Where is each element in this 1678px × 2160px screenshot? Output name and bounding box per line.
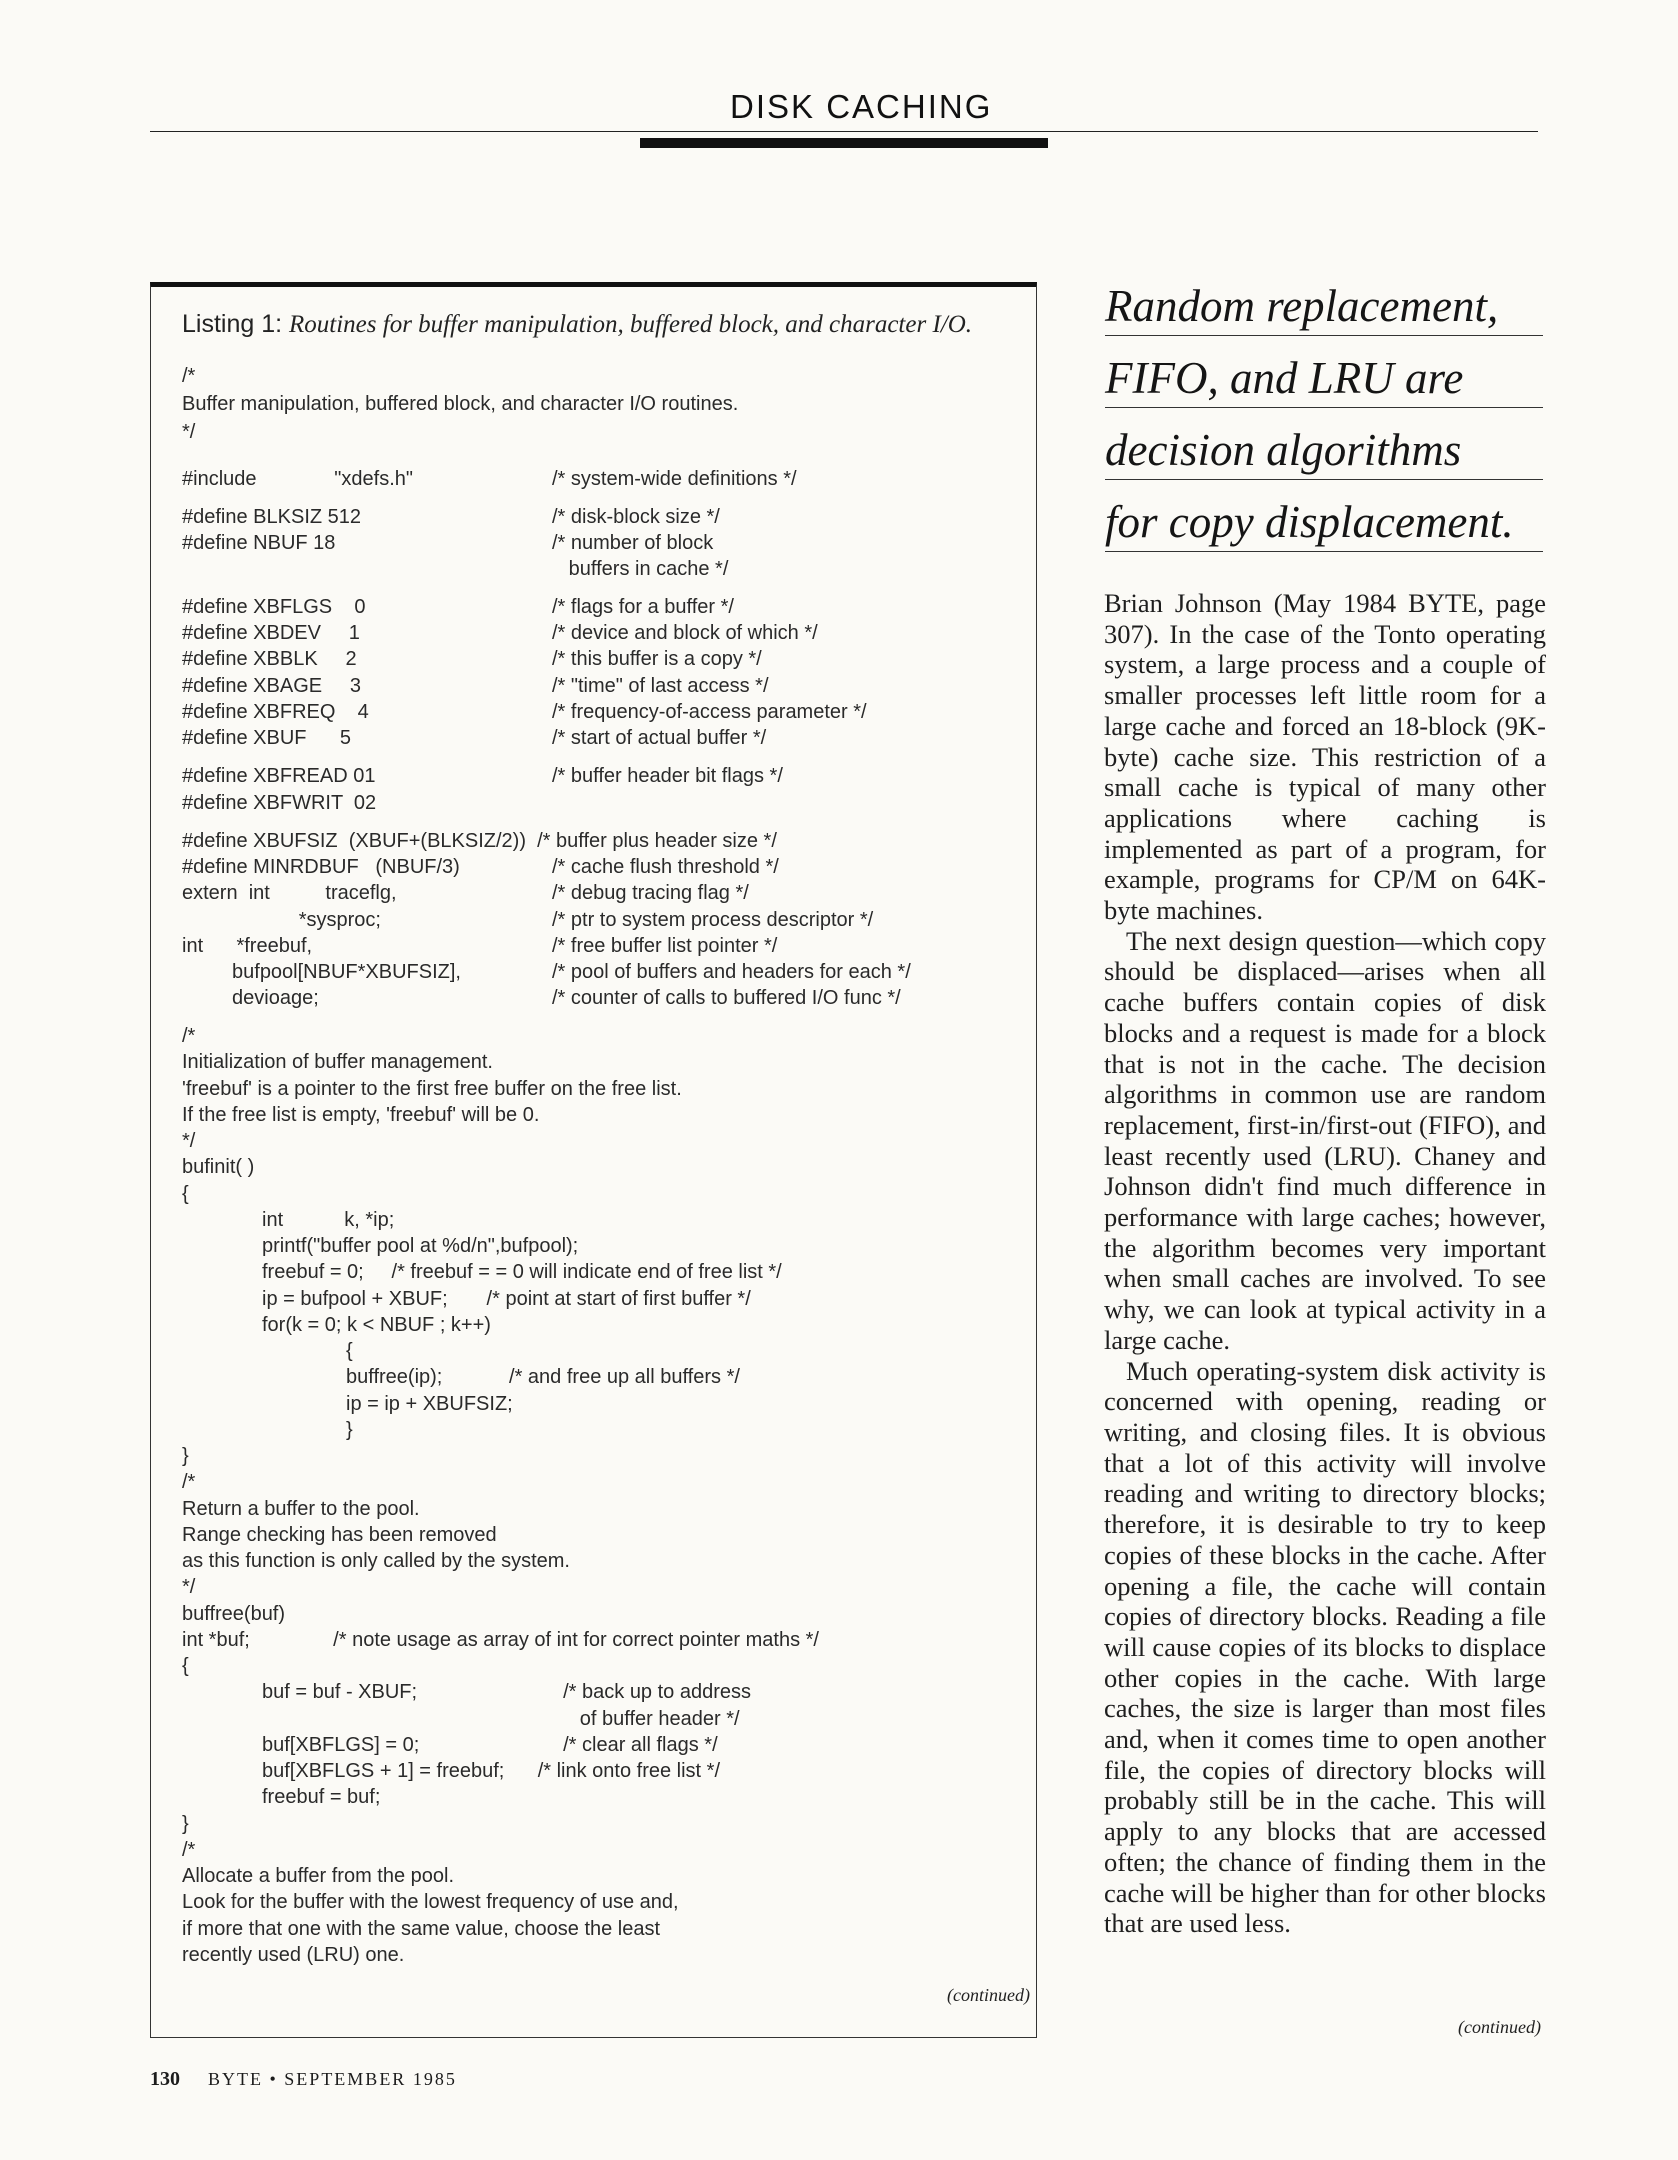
code-line: */	[182, 1576, 196, 1598]
code-comment: /* cache flush threshold */	[552, 856, 779, 878]
code-line: devioage;	[182, 987, 319, 1009]
code-line: */	[182, 421, 196, 443]
code-line: #define MINRDBUF (NBUF/3)	[182, 856, 460, 878]
code-line: #define XBUFSIZ (XBUF+(BLKSIZ/2)) /* buffer plus header size */	[182, 830, 777, 852]
code-line: Return a buffer to the pool.	[182, 1498, 420, 1520]
code-line: freebuf = buf;	[262, 1786, 381, 1808]
code-comment: /* counter of calls to buffered I/O func */	[552, 987, 901, 1009]
code-line: as this function is only called by the system.	[182, 1550, 570, 1572]
section-title: DISK CACHING	[730, 88, 993, 125]
code-line: bufpool[NBUF*XBUFSIZ],	[182, 961, 461, 983]
code-line: /*	[182, 1839, 196, 1861]
code-comment: /* "time" of last access */	[552, 675, 769, 697]
code-line: #define XBFLGS 0	[182, 596, 366, 618]
listing-caption	[182, 310, 972, 339]
code-line: #include "xdefs.h"	[182, 468, 413, 490]
code-line: buf = buf - XBUF;	[262, 1681, 418, 1703]
code-line: #define XBDEV 1	[182, 622, 360, 644]
code-line: #define XBFREAD 01	[182, 765, 376, 787]
code-line: #define XBAGE 3	[182, 675, 361, 697]
code-line: ip = ip + XBUFSIZ;	[346, 1393, 513, 1415]
pull-quote-line: for copy displacement.	[1105, 492, 1543, 552]
code-comment: /* buffer header bit flags */	[552, 765, 783, 787]
code-comment: /* back up to address	[552, 1681, 752, 1703]
code-comment: /* device and block of which */	[552, 622, 818, 644]
code-line: */	[182, 1130, 196, 1152]
code-line: extern int traceflg,	[182, 882, 397, 904]
code-line: {	[182, 1655, 189, 1677]
article-body	[1104, 588, 1546, 1939]
code-line: #define XBFWRIT 02	[182, 792, 377, 814]
pull-quote-line: Random replacement,	[1105, 276, 1543, 336]
code-line: If the free list is empty, 'freebuf' will be 0.	[182, 1104, 540, 1126]
code-comment: of buffer header */	[552, 1708, 740, 1730]
code-line: freebuf = 0; /* freebuf = = 0 will indicate end of free list */	[262, 1261, 782, 1283]
code-line: int *buf; /* note usage as array of int for correct pointer maths */	[182, 1629, 819, 1651]
pull-quote-line: decision algorithms	[1105, 420, 1543, 480]
code-line: int k, *ip;	[262, 1209, 395, 1231]
code-comment: /* this buffer is a copy */	[552, 648, 762, 670]
code-line: #define XBBLK 2	[182, 648, 357, 670]
code-line: for(k = 0; k < NBUF ; k++)	[262, 1314, 491, 1336]
code-line: /*	[182, 365, 196, 387]
code-line: #define NBUF 18	[182, 532, 336, 554]
code-line: buf[XBFLGS] = 0;	[262, 1734, 420, 1756]
code-line: #define XBUF 5	[182, 727, 351, 749]
publication-line: BYTE • SEPTEMBER 1985	[208, 2069, 457, 2089]
pull-quote-line: FIFO, and LRU are	[1105, 348, 1543, 408]
code-comment: /* disk-block size */	[552, 506, 720, 528]
code-line: Initialization of buffer management.	[182, 1051, 493, 1073]
code-line: ip = bufpool + XBUF; /* point at start of first buffer */	[262, 1288, 751, 1310]
code-comment: /* free buffer list pointer */	[552, 935, 778, 957]
code-line: int *freebuf,	[182, 935, 313, 957]
code-line: }	[182, 1813, 189, 1835]
code-line: {	[182, 1183, 189, 1205]
code-line: recently used (LRU) one.	[182, 1944, 405, 1966]
code-line: if more that one with the same value, choose the least	[182, 1918, 661, 1940]
code-comment: /* system-wide definitions */	[552, 468, 797, 490]
listing-title: Routines for buffer manipulation, buffered block, and character I/O.	[289, 311, 973, 338]
code-comment: /* flags for a buffer */	[552, 596, 734, 618]
listing-label: Listing 1:	[182, 310, 283, 338]
code-line: buffree(buf)	[182, 1603, 286, 1625]
code-line: printf("buffer pool at %d/n",bufpool);	[262, 1235, 579, 1257]
header-rule	[150, 131, 1538, 132]
header-bar	[640, 138, 1048, 148]
code-line: }	[346, 1419, 353, 1441]
code-line: }	[182, 1445, 189, 1467]
code-comment: /* frequency-of-access parameter */	[552, 701, 867, 723]
code-comment: /* start of actual buffer */	[552, 727, 767, 749]
page-number: 130	[150, 2068, 180, 2090]
code-comment: buffers in cache */	[552, 558, 729, 580]
code-line: /*	[182, 1471, 196, 1493]
code-comment: /* pool of buffers and headers for each */	[552, 961, 911, 983]
code-line: buf[XBFLGS + 1] = freebuf; /* link onto free list */	[262, 1760, 721, 1782]
code-line: #define BLKSIZ 512	[182, 506, 362, 528]
listing-continued: (continued)	[947, 1985, 1030, 2005]
code-comment: /* clear all flags */	[552, 1734, 718, 1756]
code-line: Range checking has been removed	[182, 1524, 497, 1546]
code-line: #define XBFREQ 4	[182, 701, 369, 723]
article-continued: (continued)	[1458, 2017, 1541, 2037]
code-comment: /* ptr to system process descriptor */	[552, 909, 874, 931]
code-line: /*	[182, 1025, 196, 1047]
code-line: bufinit( )	[182, 1156, 255, 1178]
code-line: 'freebuf' is a pointer to the first free buffer on the free list.	[182, 1078, 682, 1100]
code-line: Buffer manipulation, buffered block, and character I/O routines.	[182, 393, 739, 415]
code-line: *sysproc;	[182, 909, 381, 931]
code-comment: /* debug tracing flag */	[552, 882, 749, 904]
article-paragraph: Much operating-system disk activity is concerned with opening, reading or writing, and closing files. It is obvious that a lot of this activity will involve reading and writing to directory blocks; therefore, it is desirable to try to keep copies of these blocks in the cache. After opening a file, the cache will contain copies of directory blocks. Reading a file will cause copies of its blocks to displace other copies in the cache. With large caches, the size is larger than most files and, when it comes time to open another file, the copies of directory blocks will probably still be in the cache. This will apply to any blocks that are accessed often; the chance of finding them in the cache will be higher than for other blocks that are used less.	[1104, 1355, 1546, 1939]
code-line: {	[346, 1340, 353, 1362]
code-line: buffree(ip); /* and free up all buffers */	[346, 1366, 740, 1388]
code-comment: /* number of block	[552, 532, 714, 554]
article-paragraph: The next design question—which copy should be displaced—arises when all cache buffers contain copies of disk blocks and a request is made for a block that is not in the cache. The decision algorithms in common use are random replacement, first-in/first-out (FIFO), and least recently used (LRU). Chaney and Johnson didn't find much difference in performance with large caches; however, the algorithm becomes very important when small caches are involved. To see why, we can look at typical activity in a large cache.	[1104, 925, 1546, 1355]
code-line: Allocate a buffer from the pool.	[182, 1865, 455, 1887]
code-line: Look for the buffer with the lowest frequency of use and,	[182, 1891, 679, 1913]
article-paragraph: Brian Johnson (May 1984 BYTE, page 307). In the case of the Tonto operating system, a large process and a couple of smaller processes left little room for a large cache and forced an 18-block (9K-byte) cache size. This restriction of a small cache is typical of many other applications where caching is implemented as part of a program, for example, programs for CP/M on 64K-byte machines.	[1104, 588, 1546, 926]
